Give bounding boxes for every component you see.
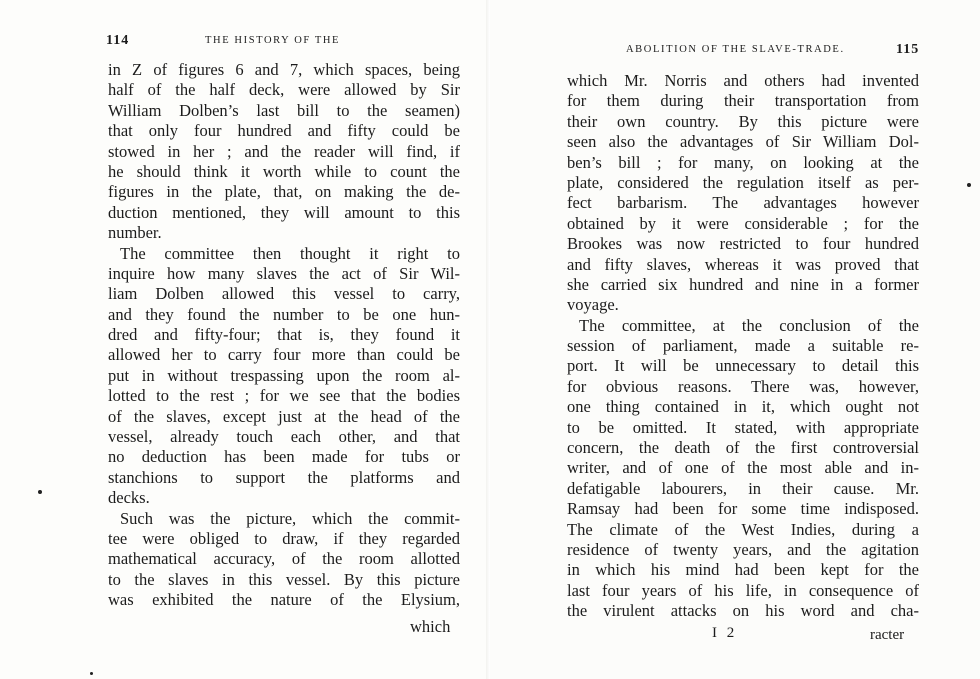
- text-line: which Mr. Norris and others had invented: [567, 71, 919, 90]
- text-line: session of parliament, made a suitable re-: [567, 336, 919, 356]
- right-catchword: racter: [870, 627, 905, 643]
- text-line: and they found the number to be one hun-: [108, 304, 460, 324]
- text-line: vessel, already touch each other, and that: [108, 427, 460, 447]
- text-line: allowed her to carry four more than could be: [108, 345, 460, 365]
- text-line: Brookes was now restricted to four hundred: [567, 234, 919, 254]
- text-line: ben’s bill ; for many, on looking at the: [567, 152, 919, 172]
- text-line: concern, the death of the first controversial: [567, 438, 919, 458]
- text-line: last four years of his life, in consequence of: [567, 580, 919, 600]
- text-line: liam Dolben allowed this vessel to carry,: [108, 284, 460, 304]
- text-line: Such was the picture, which the commit-: [120, 508, 460, 528]
- left-body-text: [108, 60, 460, 611]
- text-line: figures in the plate, that, on making the de-: [108, 182, 460, 202]
- text-line: to the slaves in this vessel. By this picture: [108, 569, 460, 589]
- text-line: no deduction has been made for tubs or: [108, 447, 460, 467]
- left-running-head: THE HISTORY OF THE: [205, 35, 341, 46]
- text-line: number.: [108, 223, 162, 243]
- text-line: mathematical accuracy, of the room allotted: [108, 549, 460, 569]
- text-line: that only four hundred and fifty could be: [108, 121, 460, 141]
- text-line: for them during their transportation from: [567, 91, 919, 111]
- text-line: writer, and of one of the most able and in-: [567, 458, 919, 478]
- print-speck: [967, 183, 971, 187]
- text-line: port. It will be unnecessary to detail this: [567, 356, 919, 376]
- text-line: for obvious reasons. There was, however,: [567, 376, 919, 396]
- text-line: fect barbarism. The advantages however: [567, 193, 919, 213]
- left-page-number: 114: [106, 33, 130, 48]
- text-line: was exhibited the nature of the Elysium,: [108, 590, 460, 610]
- text-line: put in without trespassing upon the room al-: [108, 365, 460, 385]
- text-line: tee were obliged to draw, if they regarded: [108, 528, 460, 548]
- text-line: defatigable labourers, in their cause. Mr.: [567, 478, 919, 498]
- text-line: stowed in her ; and the reader will find, if: [108, 141, 460, 161]
- right-signature-mark: I 2: [712, 625, 738, 641]
- text-line: plate, considered the regulation itself as per-: [567, 172, 919, 192]
- text-line: inquire how many slaves the act of Sir Wil-: [108, 263, 460, 283]
- text-line: voyage.: [567, 295, 619, 315]
- text-line: in Z of figures 6 and 7, which spaces, being: [108, 60, 460, 79]
- text-line: to be omitted. It stated, with appropriate: [567, 417, 919, 437]
- text-line: in which his mind had been kept for the: [567, 560, 919, 580]
- text-line: obtained by it were considerable ; for the: [567, 213, 919, 233]
- text-line: she carried six hundred and nine in a former: [567, 274, 919, 294]
- text-line: The committee, at the conclusion of the: [579, 315, 919, 335]
- text-line: decks.: [108, 488, 150, 508]
- text-line: duction mentioned, they will amount to this: [108, 202, 460, 222]
- text-line: The committee then thought it right to: [120, 243, 460, 263]
- text-line: residence of twenty years, and the agitation: [567, 539, 919, 559]
- text-line: The climate of the West Indies, during a: [567, 519, 919, 539]
- right-body-text: [567, 71, 919, 622]
- print-speck: [38, 490, 42, 494]
- text-line: of the slaves, except just at the head of the: [108, 406, 460, 426]
- left-catchword: which: [410, 617, 451, 636]
- right-running-head: ABOLITION OF THE SLAVE-TRADE.: [626, 44, 845, 55]
- text-line: one thing contained in it, which ought not: [567, 397, 919, 417]
- text-line: lotted to the rest ; for we see that the bodies: [108, 386, 460, 406]
- text-line: seen also the advantages of Sir William Dol-: [567, 132, 919, 152]
- right-page-number: 115: [896, 42, 920, 57]
- text-line: their own country. By this picture were: [567, 111, 919, 131]
- text-line: William Dolben’s last bill to the seamen): [108, 100, 460, 120]
- print-speck: [90, 672, 93, 675]
- text-line: dred and fifty-four; that is, they found it: [108, 325, 460, 345]
- text-line: stanchions to support the platforms and: [108, 467, 460, 487]
- text-line: and fifty slaves, whereas it was proved that: [567, 254, 919, 274]
- text-line: he should think it worth while to count the: [108, 161, 460, 181]
- text-line: Ramsay had been for some time indisposed.: [567, 499, 919, 519]
- text-line: the virulent attacks on his word and cha-: [567, 601, 919, 621]
- text-line: half of the half deck, were allowed by Sir: [108, 80, 460, 100]
